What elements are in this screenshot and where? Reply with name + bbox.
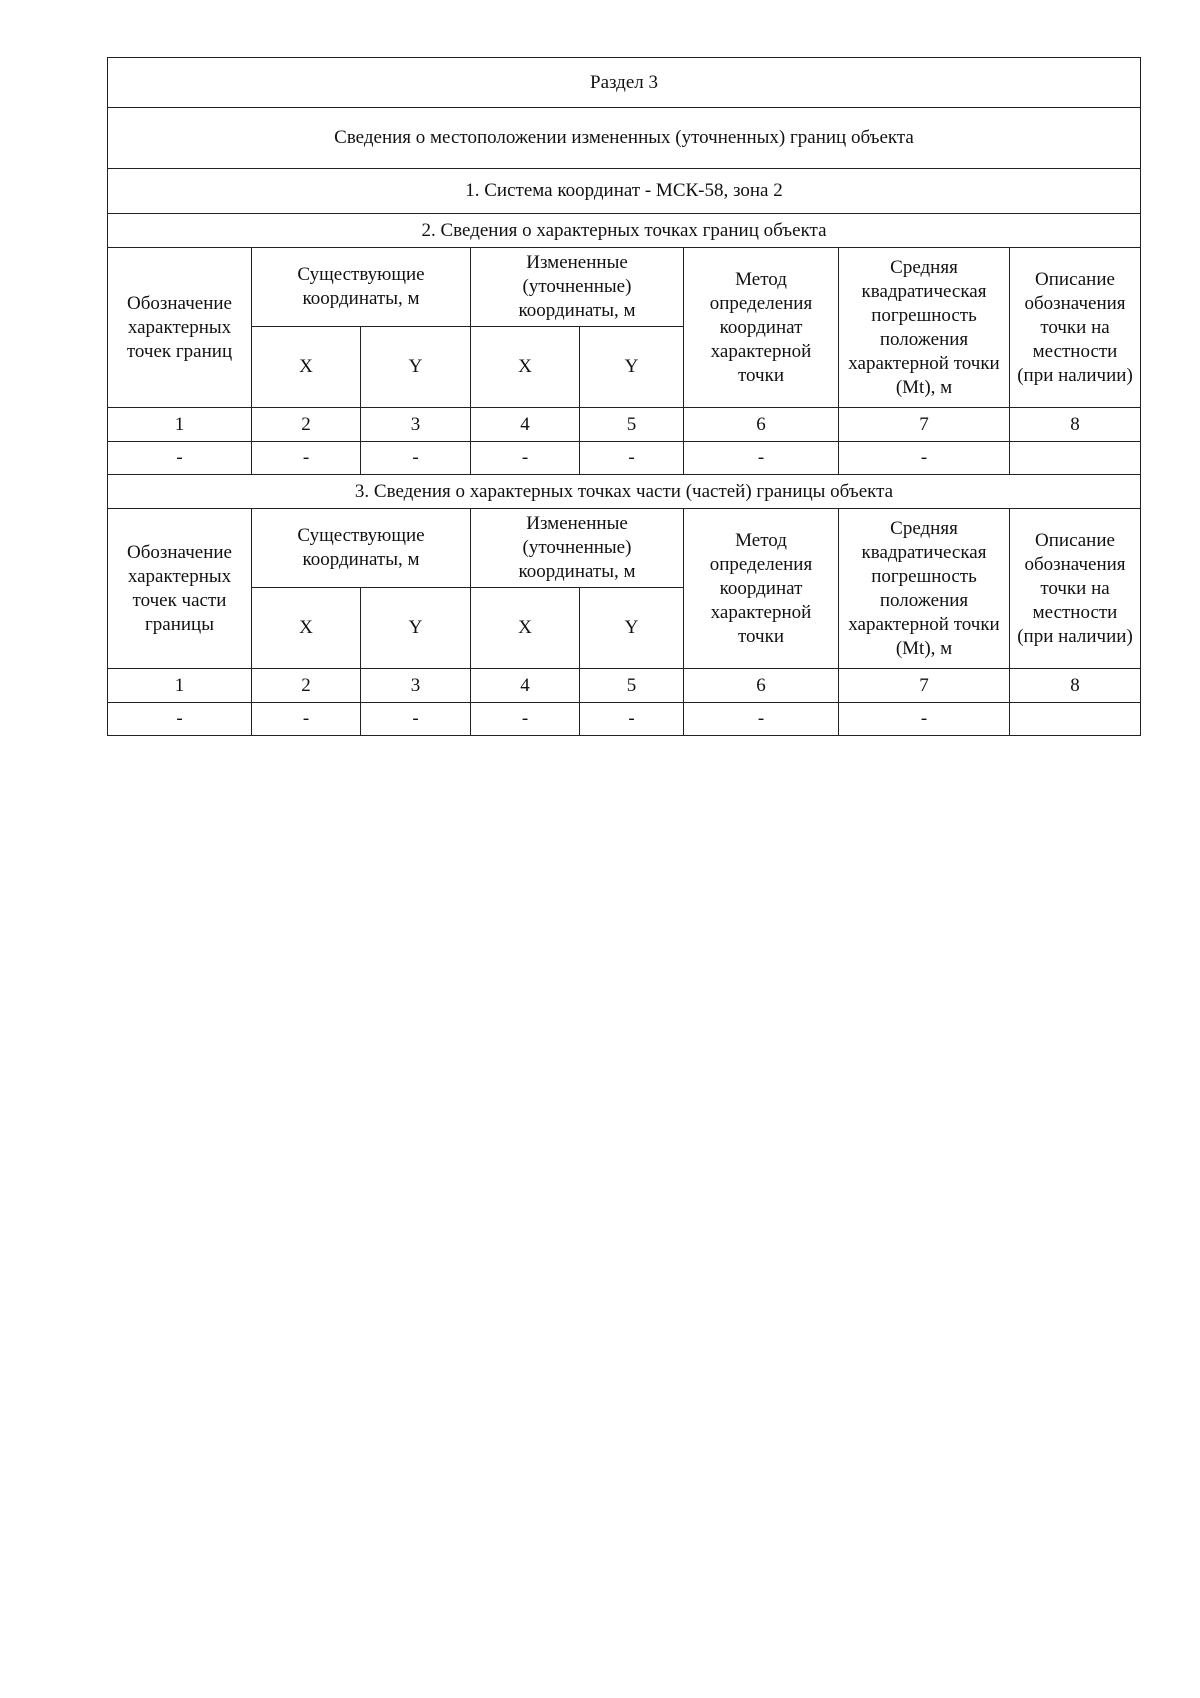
table2-existing-x: X [252,588,361,669]
table2-col-existing: Существующие координаты, м [252,509,471,588]
column-number: 5 [580,408,684,442]
table2-row [108,703,1141,736]
section-title: Раздел 3 [108,58,1141,108]
table-cell: - [580,442,684,475]
table-cell: - [471,442,580,475]
column-number: 7 [839,408,1010,442]
column-number: 4 [471,669,580,703]
table2-existing-y: Y [361,588,471,669]
table-cell: - [684,703,839,736]
table1-changed-x: X [471,327,580,408]
table-cell: - [108,442,252,475]
column-number: 4 [471,408,580,442]
table-cell: - [684,442,839,475]
coordinate-system: 1. Система координат - МСК-58, зона 2 [108,169,1141,214]
table-cell [1010,703,1141,736]
table1-col-method: Метод определения координат характерной точки [684,248,839,408]
section-3-sheet [107,57,1140,736]
table-cell: - [108,703,252,736]
table2-col-changed: Измененные (уточненные) координаты, м [471,509,684,588]
table1-row [108,442,1141,475]
column-number: 8 [1010,408,1141,442]
table-cell: - [252,442,361,475]
column-number: 6 [684,408,839,442]
table2-col-error: Средняя квадратическая погрешность положения характерной точки (Mt), м [839,509,1010,669]
table-cell: - [361,442,471,475]
table-cell: - [839,703,1010,736]
table1-existing-y: Y [361,327,471,408]
table-cell [1010,442,1141,475]
column-number: 2 [252,669,361,703]
table1-col-existing: Существующие координаты, м [252,248,471,327]
table2-changed-y: Y [580,588,684,669]
table1-heading: 2. Сведения о характерных точках границ объекта [108,214,1141,248]
table1-changed-y: Y [580,327,684,408]
table2-col-description: Описание обозначения точки на местности (при наличии) [1010,509,1141,669]
table-cell: - [580,703,684,736]
table-cell: - [839,442,1010,475]
table2-column-numbers [108,669,1141,703]
column-number: 8 [1010,669,1141,703]
column-number: 5 [580,669,684,703]
column-number: 1 [108,669,252,703]
boundary-table [107,57,1141,736]
column-number: 3 [361,669,471,703]
table-cell: - [252,703,361,736]
column-number: 1 [108,408,252,442]
table2-col-method: Метод определения координат характерной точки [684,509,839,669]
column-number: 3 [361,408,471,442]
table1-existing-x: X [252,327,361,408]
table2-changed-x: X [471,588,580,669]
table1-col-designation: Обозначение характерных точек границ [108,248,252,408]
table2-heading: 3. Сведения о характерных точках части (частей) границы объекта [108,475,1141,509]
column-number: 2 [252,408,361,442]
table-cell: - [361,703,471,736]
table1-col-error: Средняя квадратическая погрешность положения характерной точки (Mt), м [839,248,1010,408]
table1-column-numbers [108,408,1141,442]
column-number: 7 [839,669,1010,703]
section-subtitle: Сведения о местоположении измененных (уточненных) границ объекта [108,108,1141,169]
column-number: 6 [684,669,839,703]
table-cell: - [471,703,580,736]
table1-col-description: Описание обозначения точки на местности (при наличии) [1010,248,1141,408]
table2-col-designation: Обозначение характерных точек части границы [108,509,252,669]
table1-col-changed: Измененные (уточненные) координаты, м [471,248,684,327]
